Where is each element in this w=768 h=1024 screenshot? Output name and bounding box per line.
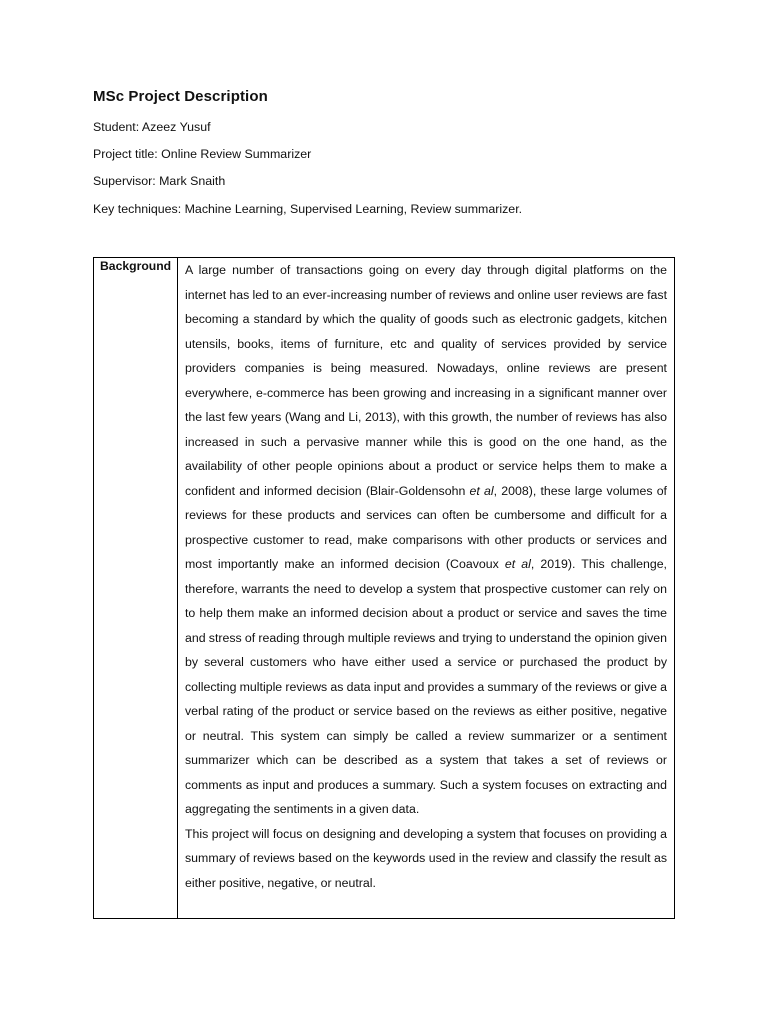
supervisor-line: Supervisor: Mark Snaith: [93, 174, 226, 188]
student-line: Student: Azeez Yusuf: [93, 120, 211, 134]
table-column-divider: [177, 258, 178, 918]
citation-et-al: et al: [469, 483, 494, 498]
paragraph-1-part-1: A large number of transactions going on every day through digital platforms on the internet has led to an ever-increasing number of reviews and online user reviews are fast becoming a standard by which the quality of goods such as electronic gadgets, kitchen utensils, books, items of furniture, etc and quality of services provided by service providers companies is being measured. Nowadays, online reviews are present everywhere, e-commerce has been growing and increasing in a significant manner over the last few years (Wang and Li, 2013), with this growth, the number of reviews has also increased in such a pervasive manner while this is good on the one hand, as the availability of other people opinions about a product or service helps them to make a confident and informed decision (Blair-Goldensohn: [185, 263, 667, 498]
background-table: [93, 257, 675, 919]
background-text: [185, 258, 667, 895]
paragraph-1-part-2: , 2008), these large volumes of reviews for these products and services can often be cumbersome and difficult for a prospective customer to read, make comparisons with other products or services and most importantly make an informed decision (Coavoux: [185, 483, 667, 571]
background-label: Background: [100, 259, 172, 273]
key-techniques-line: Key techniques: Machine Learning, Supervised Learning, Review summarizer.: [93, 202, 523, 216]
citation-et-al: et al: [504, 557, 531, 571]
background-paragraph-2: This project will focus on designing and developing a system that focuses on providing a summary of reviews based on the keywords used in the review and classify the result as either positive, negative, or neutral.: [185, 826, 667, 890]
background-paragraph-1: [185, 258, 667, 822]
page-title: MSc Project Description: [93, 88, 268, 105]
project-title-line: Project title: Online Review Summarizer: [93, 147, 312, 161]
paragraph-1-part-3: , 2019). This challenge, therefore, warrants the need to develop a system that prospective customer can rely on to help them make an informed decision about a product or service and saves the time and stress of reading through multiple reviews and trying to understand the opinion given by several customers who have either used a service or purchased the product by collecting multiple reviews as data input and provides a summary of the reviews or give a verbal rating of the product or service based on the reviews as either positive, negative or neutral. This system can simply be called a review summarizer or a sentiment summarizer which can be described as a system that takes a set of reviews or comments as input and produces a summary. Such a system focuses on extracting and aggregating the sentiments in a given data.: [185, 557, 667, 816]
